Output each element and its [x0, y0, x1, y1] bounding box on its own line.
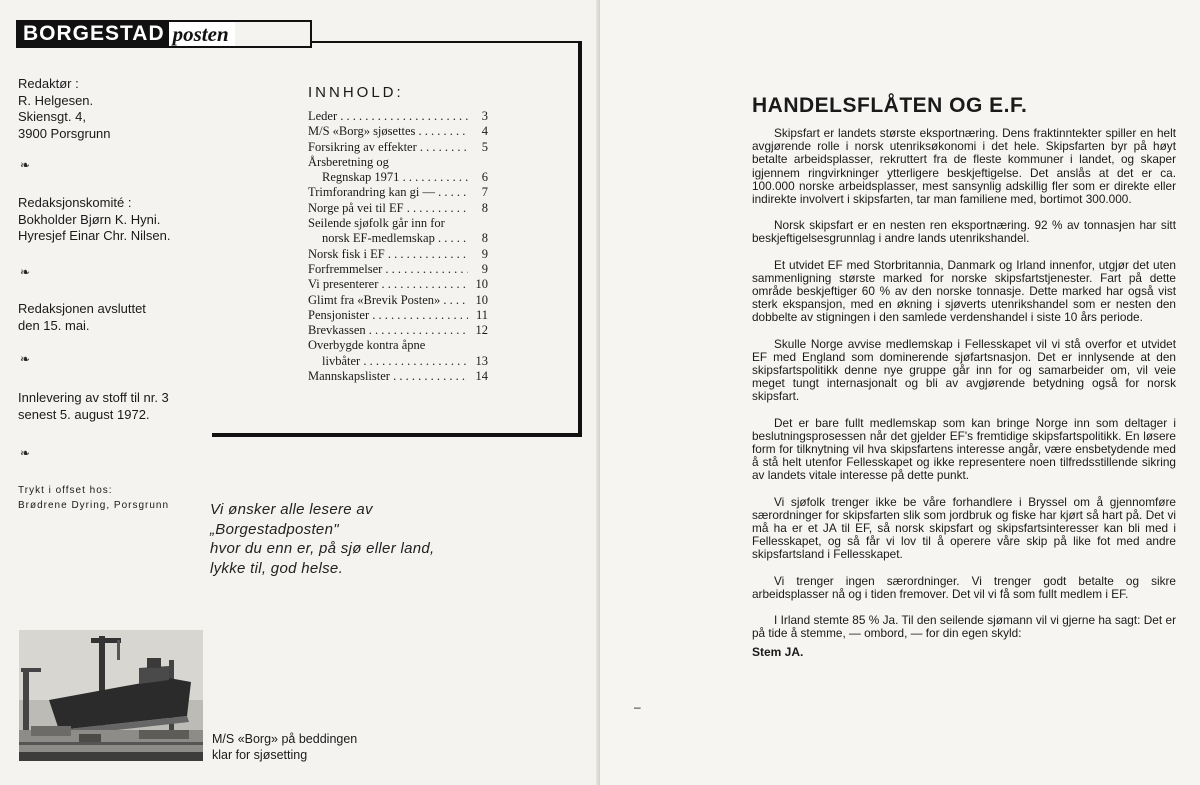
fleuron-ornament-icon: ❧ [20, 446, 31, 460]
contents-row [308, 124, 488, 139]
contents-row-page: 13 [475, 353, 488, 368]
article-paragraph: Skulle Norge avvise medlemskap i Fellesskapet vil vi stå overfor et utvidet EF med England som dominerende sjøfartsnasjon. Det er innlysende at den skipsfartspolitikk denne nye gruppe går inn for og samarbeider om, vil veie meget tungt internasjonalt og bli av avgjørende betydning også for norsk skipsfart. [752, 336, 1176, 404]
article-headline: HANDELSFLÅTEN OG E.F. [752, 94, 1028, 117]
committee-member-2: Hyresjef Einar Chr. Nilsen. [18, 228, 171, 243]
contents-row-page: 14 [475, 369, 488, 384]
submission-line-1: Innlevering av stoff til nr. 3 [18, 390, 169, 405]
contents-row-title: Forsikring av effekter . . . [308, 140, 468, 155]
greeting-line-1: Vi ønsker alle lesere av [210, 501, 373, 518]
fleuron-ornament-icon: ❧ [20, 265, 31, 279]
contents-row [308, 293, 488, 308]
contents-row [308, 185, 488, 200]
ship-on-slipway-photo [19, 630, 203, 761]
contents-row-title: livbåter . . . [308, 354, 468, 369]
article-paragraph: Norsk skipsfart er en nesten ren eksportnæring. 92 % av tonnasjen har sitt beskjeftigelsesgrunnlag i andre lands utenrikshandel. [752, 218, 1176, 246]
fleuron-ornament-icon: ❧ [20, 352, 31, 366]
contents-row-page [468, 338, 488, 353]
contents-row-title: Leder . . . [308, 109, 468, 124]
contents-row-title: Vi presenterer . . . [308, 277, 468, 292]
article-paragraph: Skipsfart er landets største eksportnæring. Dens fraktinntekter spiller en helt avgjørende rolle i norsk utenriksøkonomi i det hele. Skipsfarten byr på høyt betalte arbeidsplasser, rekruttert fra de fleste kommuner i landet, og skaper igjennem ringvirkninger ytterligere beskjeftigelse. Det anslås at det er ca. 100.000 norske arbeidsplasser, mest sansynlig adskillig fler som er direkte eller indirekte involvert i skipsfarten, tar man familiene med, bortimot 300.000. [752, 126, 1176, 207]
article-paragraph: I Irland stemte 85 % Ja. Til den seilende sjømann vil vi gjerne ha sagt: Det er på tide å stemme, — ombord, — for din egen skyld: [752, 613, 1176, 641]
article-signoff: Stem JA. [752, 644, 804, 659]
committee-label: Redaksjonskomité : [18, 195, 132, 210]
submission-line-2: senest 5. august 1972. [18, 406, 150, 422]
caption-line-2: klar for sjøsetting [212, 748, 308, 762]
contents-row-title: Norsk fisk i EF . . . [308, 247, 468, 262]
contents-title: INNHOLD: [308, 84, 404, 101]
greeting-line-3: hvor du enn er, på sjø eller land, [210, 540, 435, 557]
greeting-line-4: lykke til, god helse. [210, 559, 344, 577]
caption-line-1: M/S «Borg» på beddingen [212, 732, 358, 746]
contents-row-page: 5 [481, 139, 488, 154]
closed-line-1: Redaksjonen avsluttet [18, 301, 146, 316]
contents-row-title: norsk EF-medlemskap . . . [308, 231, 468, 246]
contents-row-page [468, 216, 488, 231]
greeting-text [210, 500, 435, 578]
contents-row-page: 10 [475, 292, 488, 307]
editor-name: R. Helgesen. [18, 92, 94, 108]
contents-row-page: 7 [481, 185, 488, 200]
contents-row-page: 8 [481, 200, 488, 215]
contents-row-page: 12 [475, 323, 488, 338]
contents-row-title: Trimforandring kan gi — . . . [308, 185, 468, 200]
contents-row [308, 354, 488, 369]
photo-caption [212, 731, 357, 763]
contents-row [308, 231, 488, 246]
contents-row [308, 323, 488, 338]
masthead-left-text: BORGESTAD [18, 22, 169, 46]
printer-line-2: Brødrene Dyring, Porsgrunn [18, 500, 170, 511]
contents-row-title: Årsberetning og [308, 154, 389, 169]
committee-block [18, 195, 170, 245]
contents-row [308, 277, 488, 292]
article [752, 94, 1176, 659]
editor-block [18, 76, 111, 142]
printer-block [18, 483, 169, 513]
contents-row [308, 262, 488, 277]
contents-row [308, 201, 488, 216]
contents-row-page: 10 [475, 277, 488, 292]
margin-mark: – [634, 700, 641, 714]
contents-row-page [468, 155, 488, 170]
closed-line-2: den 15. mai. [18, 317, 90, 333]
contents-row-page: 3 [481, 109, 488, 123]
fleuron-ornament-icon: ❧ [20, 158, 31, 172]
contents-row-page: 9 [481, 246, 488, 261]
contents-list [308, 109, 488, 384]
editor-label: Redaktør : [18, 76, 79, 91]
article-paragraph: Et utvidet EF med Storbritannia, Danmark og Irland innenfor, utgjør det uten sammenligning største marked for norske skipsfartstjenester. Fart på dette område beskjeftiger 60 % av den norske tonnasje. Dette marked har også vist sterk ekspansjon, med en økning i sjøverts utenrikshandel som er nesten den dobbelte av stigningen i den samlede verdenshandel i siste 10 års periode. [752, 257, 1176, 325]
contents-row [308, 369, 488, 384]
deadline-block [18, 301, 146, 334]
article-paragraph: Vi sjøfolk trenger ikke be våre forhandlere i Bryssel om å gjennomføre særordninger for skipsfarten slik som jordbruk og fiske har kjørt så hart på. Det vi må ha er et JA til EF, så norsk skipsfart og skipsfartsinteresser kan bli med i Fellesskapet, og så får vi lov til å operere våre skip på like fot med andre skipsfartsland i Fellesskapet. [752, 494, 1176, 562]
contents-row-title: Forfremmelser . . . [308, 262, 468, 277]
contents-row [308, 338, 488, 353]
contents-row-page: 9 [481, 261, 488, 276]
contents-row-page: 11 [475, 307, 488, 322]
contents-row [308, 155, 488, 170]
contents-row-page: 8 [481, 231, 488, 246]
submission-block [18, 390, 169, 423]
article-paragraph: Vi trenger ingen særordninger. Vi trenger godt betalte og sikre arbeidsplasser nå og i tiden fremover. Det vil vi få som fullt medlem i EF. [752, 573, 1176, 601]
contents-row-title: Pensjonister . . . [308, 308, 468, 323]
contents-row-title: Brevkassen . . . [308, 323, 468, 338]
contents-row [308, 216, 488, 231]
contents-row-title: Norge på vei til EF . . . [308, 201, 468, 216]
contents-row [308, 247, 488, 262]
contents-row-title: Regnskap 1971 . . . [308, 170, 468, 185]
article-paragraph: Det er bare fullt medlemskap som kan bringe Norge inn som deltager i beslutningsprosessen når det gjelder EF's fremtidige skipsfartspolitikk. En løsere form for tilknytning vil hva skipsfartens interesse angår, være ensbetydende med å stå helt utenfor Fellesskapet og ikke representere noen tilfredsstillende sikring av landets vitale interesse på dette punkt. [752, 415, 1176, 483]
contents-row-title: Overbygde kontra åpne [308, 338, 426, 353]
contents-row [308, 170, 488, 185]
contents-row-page: 6 [481, 170, 488, 185]
masthead-right-text: posten [169, 22, 235, 46]
contents-row-title: Seilende sjøfolk går inn for [308, 216, 445, 231]
editor-street: Skiensgt. 4, [18, 109, 86, 124]
contents-row-title: Mannskapslister . . . [308, 369, 468, 384]
editor-city: 3900 Porsgrunn [18, 125, 111, 141]
contents-row-page: 4 [481, 124, 488, 139]
printer-line-1: Trykt i offset hos: [18, 485, 113, 496]
contents-row-title: Glimt fra «Brevik Posten» . . . [308, 293, 468, 308]
committee-member-1: Bokholder Bjørn K. Hyni. [18, 211, 161, 227]
contents-row [308, 308, 488, 323]
contents-row-title: M/S «Borg» sjøsettes . . . [308, 124, 468, 139]
contents-row [308, 140, 488, 155]
greeting-line-2: „Borgestadposten" [210, 520, 339, 538]
contents-row [308, 109, 488, 124]
